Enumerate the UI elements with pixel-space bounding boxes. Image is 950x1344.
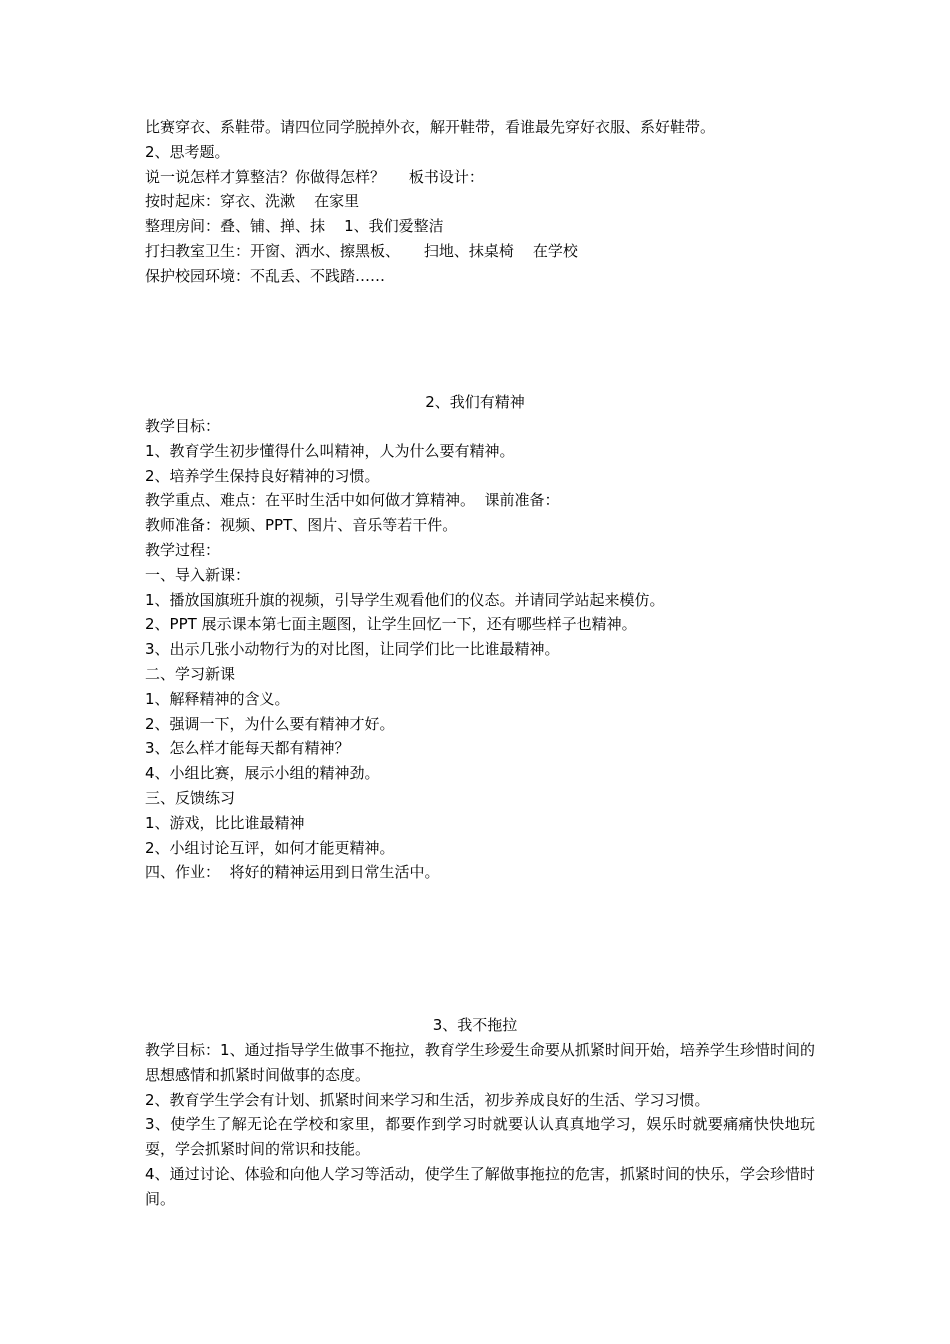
text-line: 3、怎么样才能每天都有精神？	[145, 739, 350, 758]
paragraph: 2、教育学生学会有计划、抓紧时间来学习和生活，初步养成良好的生活、学习习惯。	[145, 1090, 710, 1109]
text-line: 一、导入新课：	[145, 565, 251, 584]
text-line: 1、游戏，比比谁最精神	[145, 813, 305, 832]
text-line: 说一说怎样才算整洁？你做得怎样？ 板书设计：	[145, 167, 484, 186]
paragraph: 教学目标：1、通过指导学生做事不拖拉，教育学生珍爱生命要从抓紧时间开始，培养学生珍惜时间的思想感情和抓紧时间做事的态度。	[145, 1041, 815, 1084]
text-line: 二、学习新课	[145, 664, 236, 683]
text-line: 2、培养学生保持良好精神的习惯。	[145, 466, 380, 485]
section-2-body	[145, 414, 815, 885]
section-3-body	[145, 1038, 815, 1212]
text-line: 四、作业： 将好的精神运用到日常生活中。	[145, 863, 440, 882]
text-line: 按时起床：穿衣、洗漱 在家里	[145, 192, 360, 211]
text-line: 2、小组讨论互评，如何才能更精神。	[145, 838, 395, 857]
text-line: 教学目标：	[145, 417, 221, 435]
text-line: 1、教育学生初步懂得什么叫精神，人为什么要有精神。	[145, 441, 515, 460]
text-line: 教学过程：	[145, 540, 221, 559]
text-line: 整理房间：叠、铺、掸、抹 1、我们爱整洁	[145, 217, 444, 236]
text-line: 2、PPT 展示课本第七面主题图，让学生回忆一下，还有哪些样子也精神。	[145, 615, 637, 634]
text-line: 教学重点、难点：在平时生活中如何做才算精神。 课前准备：	[145, 491, 560, 510]
text-line: 三、反馈练习	[145, 788, 236, 807]
text-line: 4、小组比赛，展示小组的精神劲。	[145, 764, 380, 783]
text-line: 比赛穿衣、系鞋带。请四位同学脱掉外衣，解开鞋带，看谁最先穿好衣服、系好鞋带。	[145, 118, 716, 136]
paragraph: 4、通过讨论、体验和向他人学习等活动，使学生了解做事拖拉的危害，抓紧时间的快乐，学会珍惜时间。	[145, 1164, 815, 1208]
section-3-title: 3、我不拖拉	[432, 1016, 518, 1034]
text-line: 1、播放国旗班升旗的视频，引导学生观看他们的仪态。并请同学站起来模仿。	[145, 590, 665, 609]
section-1-body	[145, 115, 815, 289]
text-line: 教师准备：视频、PPT、图片、音乐等若干件。	[145, 516, 458, 535]
section-2-title: 2、我们有精神	[425, 393, 525, 411]
text-line: 保护校园环境：不乱丢、不践踏……	[145, 266, 386, 285]
text-line: 打扫教室卫生：开窗、洒水、擦黑板、 扫地、抹桌椅 在学校	[145, 241, 578, 260]
text-line: 2、思考题。	[145, 142, 230, 161]
text-line: 1、解释精神的含义。	[145, 689, 290, 708]
text-line: 3、出示几张小动物行为的对比图，让同学们比一比谁最精神。	[145, 640, 560, 659]
paragraph: 3、使学生了解无论在学校和家里，都要作到学习时就要认认真真地学习，娱乐时就要痛痛快快地玩耍，学会抓紧时间的常识和技能。	[145, 1115, 815, 1159]
text-line: 2、强调一下，为什么要有精神才好。	[145, 714, 395, 733]
